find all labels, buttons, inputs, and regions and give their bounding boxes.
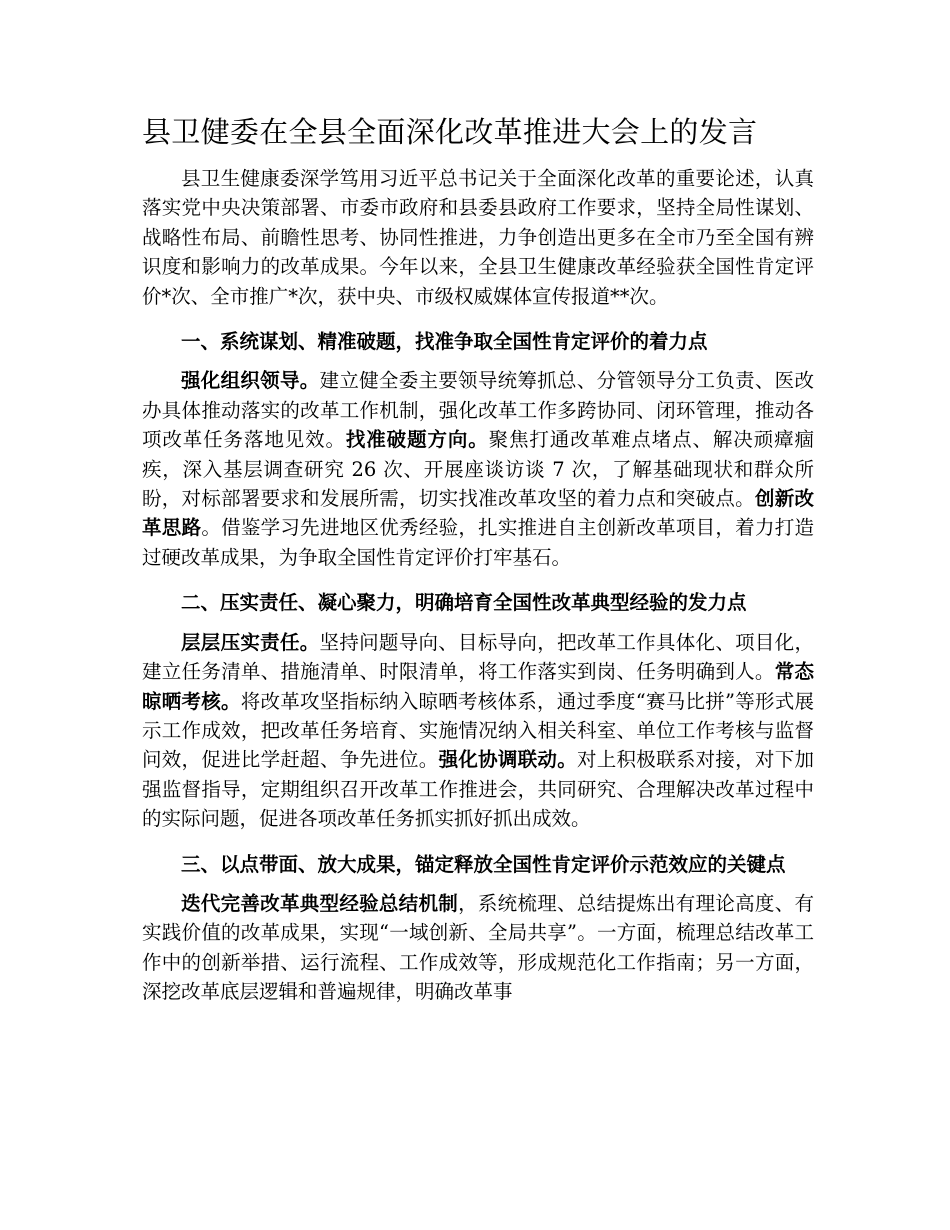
section-2-text-3: 对上积极联系对接，对下加强监督指导，定期组织召开改革工作推进会，共同研究、合理解决改革过程中的实际问题，促进各项改革任务抓实抓好抓出成效。 — [142, 748, 814, 831]
section-1-heading: 一、系统谋划、精准破题，找准争取全国性肯定评价的着力点 — [181, 330, 708, 354]
section-1-text-2: 聚焦打通改革难点堵点、解决顽瘴痼疾，深入基层调查研究 26 次、开展座谈访谈 7 次，了解基础现状和群众所盼，对标部署要求和发展所需，切实找准改革攻坚的着力点和突破点。 — [142, 428, 814, 511]
section-3-keyword-1: 迭代完善改革典型经验总结机制 — [181, 891, 459, 915]
section-1-text-1: 建立健全委主要领导统筹抓总、分管领导分工负责、医改办具体推动落实的改革工作机制，强化改革工作多跨协同、闭环管理，推动各项改革任务落地见效。 — [142, 369, 814, 452]
section-2-text-2: 将改革攻坚指标纳入晾晒考核体系，通过季度“赛马比拼”等形式展示工作成效，把改革任务培育、实施情况纳入相关科室、单位工作考核与监督问效，促进比学赶超、争先进位。 — [142, 689, 814, 772]
section-2-heading: 二、压实责任、凝心聚力，明确培育全国性改革典型经验的发力点 — [181, 591, 747, 615]
section-3-heading: 三、以点带面、放大成果，锚定释放全国性肯定评价示范效应的关键点 — [181, 852, 786, 876]
document-body — [142, 164, 814, 1007]
section-1-keyword-1: 强化组织领导。 — [181, 369, 320, 393]
section-1-text-3: 。借鉴学习先进地区优秀经验，扎实推进自主创新改革项目，着力打造过硬改革成果，为争取全国性肯定评价打牢基石。 — [142, 516, 814, 569]
section-2-keyword-1: 层层压实责任。 — [181, 630, 320, 654]
section-2-keyword-2: 常态晾晒考核。 — [142, 660, 814, 713]
section-2-paragraph — [142, 628, 814, 834]
section-3-paragraph — [142, 889, 814, 1007]
document-title: 县卫健委在全县全面深化改革推进大会上的发言 — [142, 115, 758, 149]
section-2-keyword-3: 强化协调联动。 — [438, 748, 577, 772]
section-1-keyword-3: 创新改革思路 — [142, 487, 814, 540]
section-3-text-1: ，系统梳理、总结提炼出有理论高度、有实践价值的改革成果，实现“一域创新、全局共享”。一方面，梳理总结改革工作中的创新举措、运行流程、工作成效等，形成规范化工作指南；另一方面，深挖改革底层逻辑和普遍规律，明确改革事 — [142, 891, 814, 1004]
section-1-paragraph — [142, 366, 814, 572]
section-1-keyword-2: 找准破题方向。 — [345, 428, 489, 452]
section-2-text-1: 坚持问题导向、目标导向，把改革工作具体化、项目化，建立任务清单、措施清单、时限清单，将工作落实到岗、任务明确到人。 — [142, 630, 814, 684]
intro-paragraph: 县卫生健康委深学笃用习近平总书记关于全面深化改革的重要论述，认真落实党中央决策部署、市委市政府和县委县政府工作要求，坚持全局性谋划、战略性布局、前瞻性思考、协同性推进，力争创造出更多在全市乃至全国有辨识度和影响力的改革成果。今年以来，全县卫生健康改革经验获全国性肯定评价*次、全市推广*次，获中央、市级权威媒体宣传报道**次。 — [142, 167, 814, 308]
